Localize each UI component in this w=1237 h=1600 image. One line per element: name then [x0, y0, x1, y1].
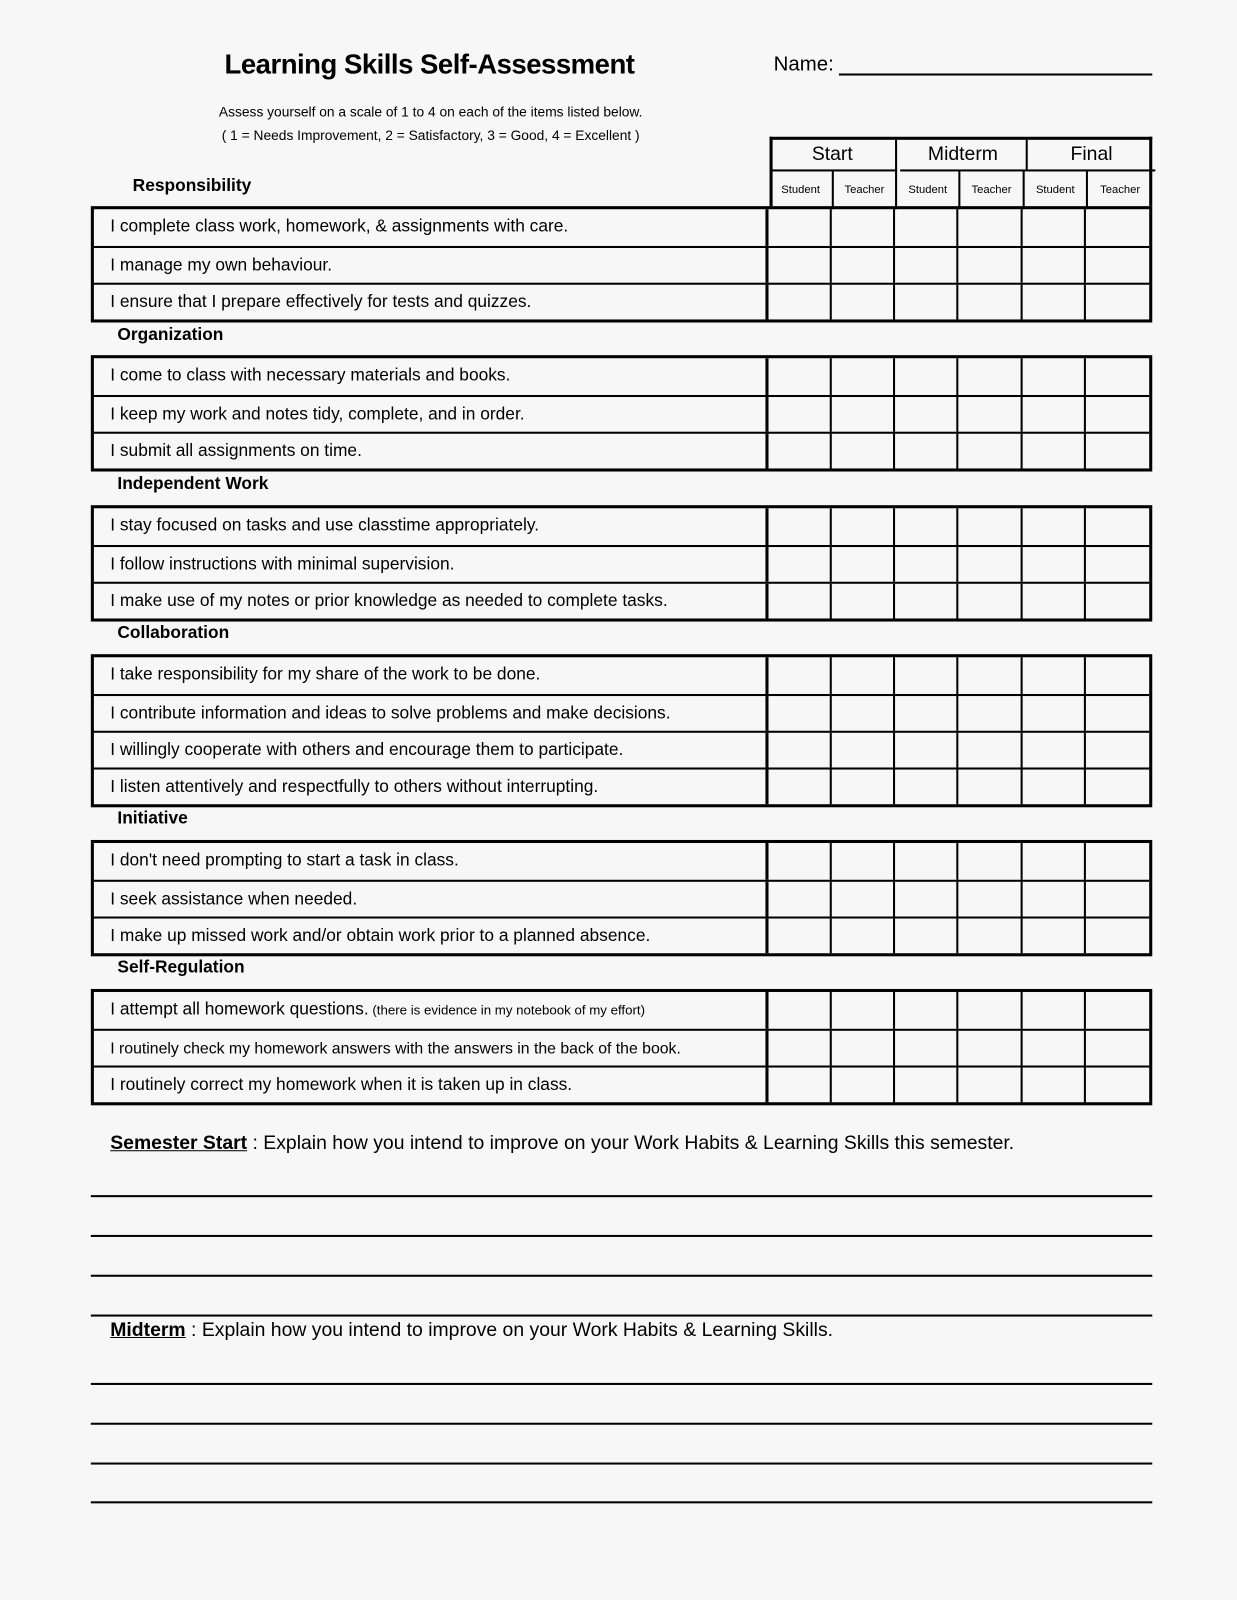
rating-cell-start-teacher[interactable] [832, 1068, 895, 1103]
item-statement: I seek assistance when needed. [110, 888, 358, 909]
rating-cell-start-teacher[interactable] [832, 770, 895, 805]
table-row [94, 843, 1149, 880]
rating-cell-midterm-student[interactable] [895, 434, 958, 469]
rating-cell-midterm-student[interactable] [895, 733, 958, 768]
rating-cell-final-student[interactable] [1022, 209, 1085, 246]
rating-cell-start-student[interactable] [768, 508, 831, 545]
subcolumn-student: Student [1025, 171, 1088, 209]
rating-cell-midterm-teacher[interactable] [959, 248, 1022, 283]
rating-cell-start-teacher[interactable] [832, 696, 895, 731]
rating-cell-final-student[interactable] [1022, 992, 1085, 1029]
rating-cell-midterm-student[interactable] [895, 1031, 958, 1066]
item-statement: I listen attentively and respectfully to others without interrupting. [110, 776, 599, 797]
rating-cell-midterm-student[interactable] [895, 285, 958, 320]
rating-cell-final-student[interactable] [1022, 657, 1085, 694]
item-text [94, 397, 768, 432]
rating-cell-final-student[interactable] [1022, 248, 1085, 283]
rating-cell-final-student[interactable] [1022, 696, 1085, 731]
item-text [94, 508, 768, 545]
rating-cell-start-teacher[interactable] [832, 358, 895, 395]
rating-cell-midterm-student[interactable] [895, 770, 958, 805]
table-row [94, 992, 1149, 1029]
rating-cell-final-teacher[interactable] [1086, 358, 1149, 395]
item-text [94, 696, 768, 731]
item-text [94, 733, 768, 768]
item-statement: I come to class with necessary materials and books. [110, 365, 511, 385]
writing-line[interactable] [91, 1275, 1152, 1277]
rating-cell-final-teacher[interactable] [1086, 434, 1149, 469]
rating-table-self-regulation [91, 989, 1152, 1105]
writing-line[interactable] [91, 1501, 1152, 1503]
rating-cell-final-student[interactable] [1022, 584, 1085, 619]
rating-cell-final-teacher[interactable] [1086, 209, 1149, 246]
item-statement: I complete class work, homework, & assignments with care. [110, 216, 569, 236]
section-heading: Initiative [117, 808, 188, 828]
prompt-label: Semester Start [110, 1132, 248, 1155]
table-row [94, 283, 1149, 320]
rating-cell-start-teacher[interactable] [832, 657, 895, 694]
rating-cell-midterm-student[interactable] [895, 209, 958, 246]
section-heading: Independent Work [117, 473, 269, 493]
writing-line[interactable] [91, 1235, 1152, 1237]
rating-cell-midterm-teacher[interactable] [959, 919, 1022, 954]
table-row [94, 916, 1149, 953]
item-text [94, 248, 768, 283]
table-row [94, 694, 1149, 731]
rating-cell-final-student[interactable] [1022, 1031, 1085, 1066]
rating-cell-final-teacher[interactable] [1086, 919, 1149, 954]
table-row [94, 767, 1149, 804]
prompt-midterm [110, 1320, 833, 1342]
rating-table-responsibility [91, 206, 1152, 322]
rating-cell-final-teacher[interactable] [1086, 992, 1149, 1029]
table-row [94, 432, 1149, 469]
rating-cell-start-student[interactable] [768, 209, 831, 246]
subcolumn-student: Student [770, 171, 834, 209]
rating-cell-midterm-student[interactable] [895, 547, 958, 582]
rating-cell-start-teacher[interactable] [832, 434, 895, 469]
rating-cell-final-teacher[interactable] [1086, 770, 1149, 805]
rating-cell-midterm-student[interactable] [895, 657, 958, 694]
rating-cell-final-student[interactable] [1022, 733, 1085, 768]
rating-cell-start-student[interactable] [768, 733, 831, 768]
item-text [94, 434, 768, 469]
rating-cell-midterm-student[interactable] [895, 882, 958, 917]
rating-cell-start-student[interactable] [768, 434, 831, 469]
period-header-final: Final [1028, 140, 1156, 172]
rating-cell-midterm-teacher[interactable] [959, 547, 1022, 582]
rating-cell-midterm-student[interactable] [895, 358, 958, 395]
rating-cell-final-teacher[interactable] [1086, 882, 1149, 917]
section-heading: Organization [117, 324, 224, 344]
writing-line[interactable] [91, 1423, 1152, 1425]
subcolumn-student: Student [897, 171, 960, 209]
rating-cell-final-teacher[interactable] [1086, 1068, 1149, 1103]
item-statement: I submit all assignments on time. [110, 440, 362, 461]
rating-cell-final-teacher[interactable] [1086, 547, 1149, 582]
item-statement: I manage my own behaviour. [110, 255, 333, 275]
rating-table-organization [91, 355, 1152, 471]
rating-cell-start-student[interactable] [768, 547, 831, 582]
rating-cell-midterm-student[interactable] [895, 1068, 958, 1103]
item-text [94, 285, 768, 320]
rating-cell-start-student[interactable] [768, 1068, 831, 1103]
rating-cell-final-teacher[interactable] [1086, 696, 1149, 731]
rating-cell-start-teacher[interactable] [832, 508, 895, 545]
rating-cell-midterm-student[interactable] [895, 397, 958, 432]
rating-cell-final-teacher[interactable] [1086, 657, 1149, 694]
rating-table-initiative [91, 840, 1152, 956]
item-text [94, 770, 768, 805]
rating-cell-midterm-teacher[interactable] [959, 584, 1022, 619]
rating-cell-midterm-teacher[interactable] [959, 397, 1022, 432]
rating-cell-start-teacher[interactable] [832, 248, 895, 283]
item-text [94, 584, 768, 619]
rating-cell-midterm-teacher[interactable] [959, 508, 1022, 545]
rating-cell-start-student[interactable] [768, 696, 831, 731]
rating-cell-midterm-student[interactable] [895, 696, 958, 731]
subcolumn-teacher: Teacher [834, 171, 897, 209]
item-statement: I make up missed work and/or obtain work prior to a planned absence. [110, 925, 651, 946]
rating-cell-start-student[interactable] [768, 358, 831, 395]
item-statement: I willingly cooperate with others and encourage them to participate. [110, 739, 624, 760]
rating-cell-midterm-student[interactable] [895, 508, 958, 545]
item-text [94, 1031, 768, 1066]
item-statement: I stay focused on tasks and use classtime appropriately. [110, 515, 540, 535]
writing-line[interactable] [91, 1195, 1152, 1197]
rating-cell-start-student[interactable] [768, 882, 831, 917]
rating-cell-start-teacher[interactable] [832, 992, 895, 1029]
rating-cell-start-student[interactable] [768, 248, 831, 283]
prompt-text: : Explain how you intend to improve on your Work Habits & Learning Skills. [185, 1319, 834, 1342]
item-text [94, 843, 768, 880]
item-statement: I make use of my notes or prior knowledge as needed to complete tasks. [110, 590, 668, 611]
item-text [94, 209, 768, 246]
section-heading: Responsibility [132, 175, 252, 195]
item-text [94, 1068, 768, 1103]
rating-cell-final-teacher[interactable] [1086, 397, 1149, 432]
rating-cell-final-student[interactable] [1022, 1068, 1085, 1103]
rating-cell-midterm-teacher[interactable] [959, 434, 1022, 469]
page-title: Learning Skills Self-Assessment [224, 48, 635, 80]
item-statement: I routinely correct my homework when it is taken up in class. [110, 1074, 573, 1095]
rating-cell-final-teacher[interactable] [1086, 733, 1149, 768]
period-header-midterm: Midterm [900, 140, 1028, 172]
item-statement: I routinely check my homework answers with the answers in the back of the book. [110, 1039, 681, 1058]
rating-cell-start-teacher[interactable] [832, 733, 895, 768]
table-row [94, 657, 1149, 694]
name-field[interactable] [839, 73, 1152, 75]
rating-cell-start-student[interactable] [768, 397, 831, 432]
rating-cell-midterm-teacher[interactable] [959, 285, 1022, 320]
rating-cell-start-student[interactable] [768, 285, 831, 320]
rating-cell-final-student[interactable] [1022, 358, 1085, 395]
rating-cell-start-teacher[interactable] [832, 919, 895, 954]
table-row [94, 1029, 1149, 1066]
rating-cell-midterm-student[interactable] [895, 584, 958, 619]
name-label: Name: [773, 53, 834, 76]
item-text [94, 547, 768, 582]
rating-cell-start-student[interactable] [768, 770, 831, 805]
prompt-label: Midterm [110, 1319, 186, 1342]
rating-cell-final-teacher[interactable] [1086, 248, 1149, 283]
rating-cell-start-teacher[interactable] [832, 397, 895, 432]
rating-cell-final-student[interactable] [1022, 770, 1085, 805]
item-text [94, 919, 768, 954]
item-statement: I keep my work and notes tidy, complete, and in order. [110, 404, 525, 424]
rating-cell-midterm-teacher[interactable] [959, 209, 1022, 246]
subcolumn-teacher: Teacher [1100, 183, 1141, 196]
rating-cell-midterm-teacher[interactable] [959, 733, 1022, 768]
item-statement: I attempt all homework questions. [110, 999, 369, 1019]
rating-table-collaboration [91, 654, 1152, 807]
rating-cell-midterm-teacher[interactable] [959, 882, 1022, 917]
rating-cell-final-teacher[interactable] [1086, 843, 1149, 880]
rating-cell-start-student[interactable] [768, 992, 831, 1029]
rating-cell-midterm-student[interactable] [895, 919, 958, 954]
table-row [94, 582, 1149, 619]
rating-column-header [770, 137, 1153, 206]
rating-cell-start-student[interactable] [768, 1031, 831, 1066]
rating-cell-final-student[interactable] [1022, 882, 1085, 917]
rating-cell-midterm-teacher[interactable] [959, 696, 1022, 731]
rating-cell-midterm-teacher[interactable] [959, 992, 1022, 1029]
instructions: Assess yourself on a scale of 1 to 4 on each of the items listed below. [218, 104, 643, 120]
rating-cell-midterm-teacher[interactable] [959, 1031, 1022, 1066]
writing-line[interactable] [91, 1463, 1152, 1465]
table-row [94, 209, 1149, 246]
rating-cell-start-teacher[interactable] [832, 1031, 895, 1066]
item-text [94, 657, 768, 694]
rating-cell-final-student[interactable] [1022, 843, 1085, 880]
item-text [94, 358, 768, 395]
item-statement: I don't need prompting to start a task in class. [110, 850, 459, 870]
rating-cell-final-student[interactable] [1022, 434, 1085, 469]
table-row [94, 358, 1149, 395]
rating-cell-midterm-teacher[interactable] [959, 770, 1022, 805]
table-row [94, 246, 1149, 283]
rating-cell-midterm-teacher[interactable] [959, 1068, 1022, 1103]
subcolumn-teacher: Teacher [960, 171, 1024, 209]
prompt-semester-start [110, 1133, 1014, 1155]
item-statement: I take responsibility for my share of the work to be done. [110, 664, 541, 684]
section-heading: Self-Regulation [117, 957, 245, 977]
rating-cell-midterm-teacher[interactable] [959, 358, 1022, 395]
rating-cell-midterm-student[interactable] [895, 992, 958, 1029]
item-statement: I follow instructions with minimal supervision. [110, 554, 455, 574]
item-statement: I ensure that I prepare effectively for tests and quizzes. [110, 291, 532, 312]
writing-line[interactable] [91, 1315, 1152, 1317]
rating-cell-final-teacher[interactable] [1086, 584, 1149, 619]
rating-table-independent-work [91, 505, 1152, 621]
item-text [94, 992, 768, 1029]
rating-cell-start-teacher[interactable] [832, 584, 895, 619]
section-heading: Collaboration [117, 622, 230, 642]
rating-cell-start-student[interactable] [768, 657, 831, 694]
rating-cell-start-student[interactable] [768, 919, 831, 954]
rating-cell-final-student[interactable] [1022, 919, 1085, 954]
table-row [94, 545, 1149, 582]
item-note: (there is evidence in my notebook of my effort) [372, 1002, 645, 1018]
rating-cell-start-teacher[interactable] [832, 882, 895, 917]
table-row [94, 731, 1149, 768]
rating-cell-final-teacher[interactable] [1086, 1031, 1149, 1066]
prompt-text: : Explain how you intend to improve on your Work Habits & Learning Skills this semester. [247, 1132, 1015, 1155]
rating-cell-final-student[interactable] [1022, 285, 1085, 320]
rating-cell-final-student[interactable] [1022, 397, 1085, 432]
rating-cell-final-student[interactable] [1022, 547, 1085, 582]
rating-cell-start-teacher[interactable] [832, 209, 895, 246]
rating-cell-start-teacher[interactable] [832, 843, 895, 880]
scale-legend: ( 1 = Needs Improvement, 2 = Satisfactory, 3 = Good, 4 = Excellent ) [221, 127, 640, 143]
table-row [94, 880, 1149, 917]
rating-cell-start-student[interactable] [768, 584, 831, 619]
item-text [94, 882, 768, 917]
table-row [94, 508, 1149, 545]
writing-line[interactable] [91, 1383, 1152, 1385]
period-header-start: Start [770, 140, 898, 172]
table-row [94, 1066, 1149, 1103]
rating-cell-midterm-student[interactable] [895, 843, 958, 880]
rating-cell-start-teacher[interactable] [832, 285, 895, 320]
rating-cell-final-teacher[interactable] [1086, 285, 1149, 320]
rating-cell-final-student[interactable] [1022, 508, 1085, 545]
table-row [94, 395, 1149, 432]
item-statement: I contribute information and ideas to solve problems and make decisions. [110, 703, 671, 723]
rating-cell-start-student[interactable] [768, 843, 831, 880]
rating-cell-midterm-teacher[interactable] [959, 657, 1022, 694]
rating-cell-final-teacher[interactable] [1086, 508, 1149, 545]
rating-cell-midterm-teacher[interactable] [959, 843, 1022, 880]
rating-cell-midterm-student[interactable] [895, 248, 958, 283]
rating-cell-start-teacher[interactable] [832, 547, 895, 582]
